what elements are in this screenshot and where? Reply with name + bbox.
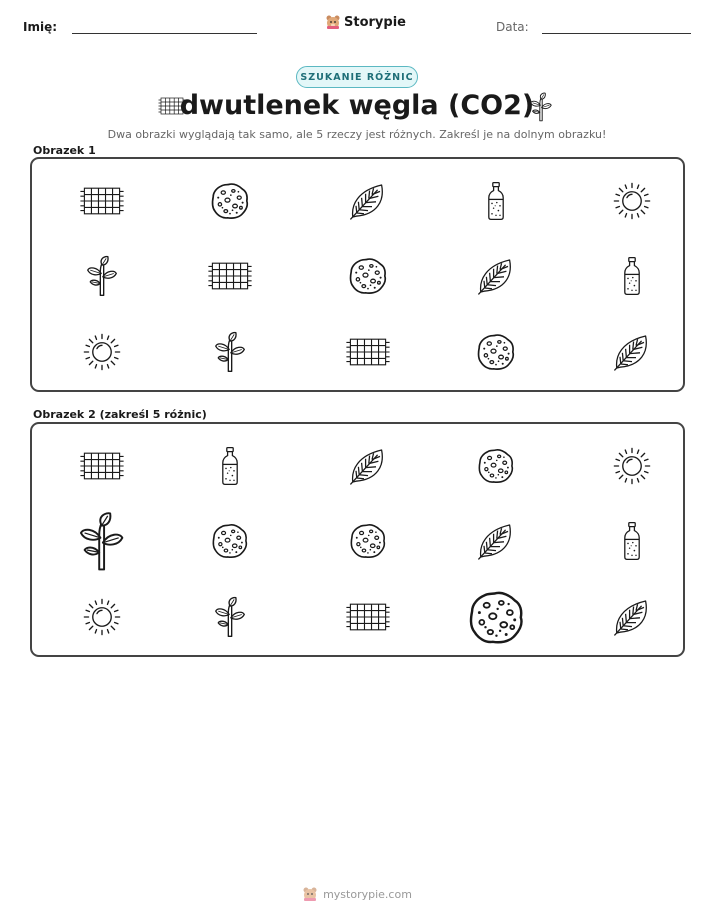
- bottle-icon[interactable]: [620, 519, 644, 563]
- leaf-icon: [612, 332, 652, 372]
- date-label: Data:: [496, 20, 529, 34]
- picture-1-label: Obrazek 1: [33, 144, 96, 157]
- leaf-icon: [476, 256, 516, 296]
- grid-mat-icon: [78, 185, 126, 217]
- sun-icon[interactable]: [81, 596, 123, 638]
- name-field[interactable]: [72, 33, 257, 34]
- picture-1-panel: [30, 157, 685, 392]
- name-label: Imię:: [23, 20, 58, 34]
- bear-logo-icon: [302, 886, 318, 902]
- grid-mat-icon: [344, 336, 392, 368]
- brand-name: Storypie: [344, 14, 406, 30]
- leaf-icon: [348, 181, 388, 221]
- sprout-icon: [213, 331, 247, 373]
- bottle-icon[interactable]: [218, 444, 242, 488]
- footer: [0, 886, 714, 902]
- cookie-icon[interactable]: [466, 587, 527, 648]
- leaf-icon[interactable]: [476, 521, 516, 561]
- leaf-icon[interactable]: [612, 597, 652, 637]
- picture-2-panel[interactable]: [30, 422, 685, 657]
- bear-logo-icon: [325, 14, 341, 30]
- picture-2-label: Obrazek 2 (zakreśl 5 różnic): [33, 408, 207, 421]
- cookie-icon[interactable]: [348, 521, 388, 561]
- sun-icon[interactable]: [611, 445, 653, 487]
- cookie-icon: [209, 180, 251, 222]
- activity-badge: SZUKANIE RÓŻNIC: [296, 66, 418, 88]
- sprout-icon[interactable]: [77, 511, 126, 572]
- bottle-icon: [620, 254, 644, 298]
- sprout-icon: [529, 92, 553, 122]
- sprout-icon: [85, 255, 119, 297]
- cookie-icon[interactable]: [476, 446, 516, 486]
- date-field[interactable]: [542, 33, 691, 34]
- grid-mat-icon[interactable]: [78, 450, 126, 482]
- leaf-icon[interactable]: [348, 446, 388, 486]
- bottle-icon: [484, 179, 508, 223]
- cookie-icon: [347, 255, 389, 297]
- sun-icon: [81, 331, 123, 373]
- grid-mat-icon: [206, 260, 254, 292]
- page-title: dwutlenek węgla (CO2): [179, 90, 535, 121]
- grid-mat-icon[interactable]: [344, 601, 392, 633]
- footer-url: mystorypie.com: [323, 887, 412, 901]
- instructions: Dwa obrazki wyglądają tak samo, ale 5 rzeczy jest różnych. Zakreśl je na dolnym obrazku!: [107, 128, 607, 141]
- cookie-icon: [475, 331, 517, 373]
- brand-logo: [325, 14, 406, 30]
- cookie-icon[interactable]: [210, 521, 250, 561]
- sprout-icon[interactable]: [213, 596, 247, 638]
- sun-icon: [611, 180, 653, 222]
